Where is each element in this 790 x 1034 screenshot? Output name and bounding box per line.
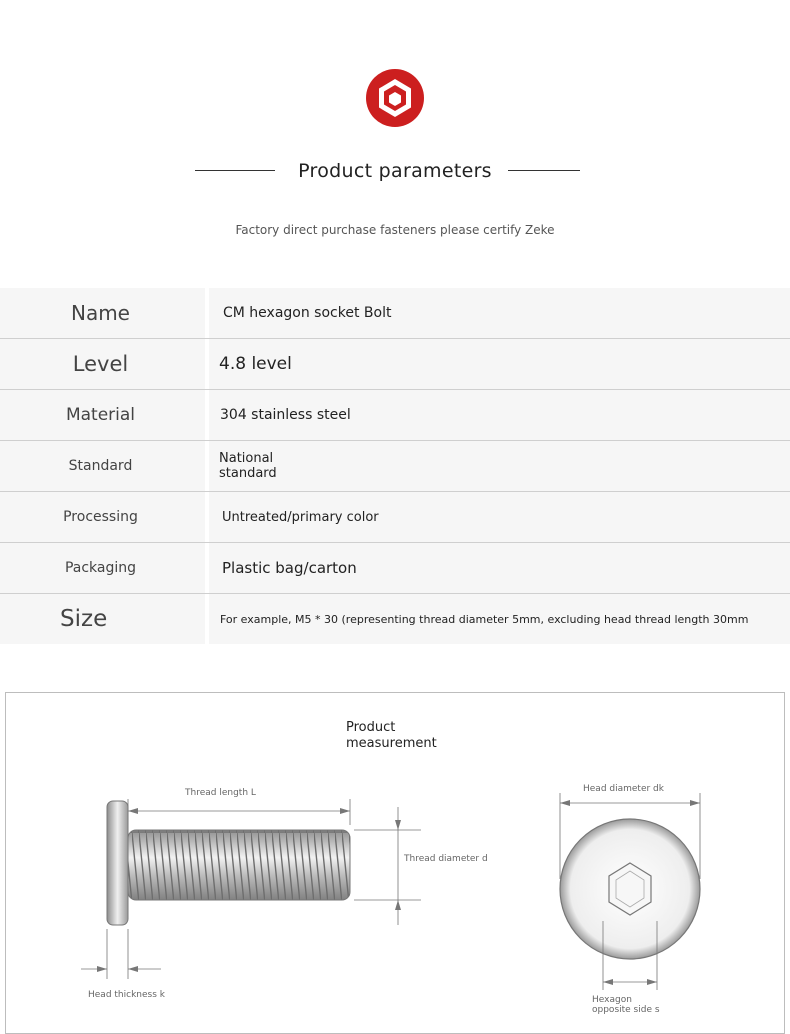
measurement-title: Product measurement bbox=[346, 720, 437, 751]
table-row bbox=[0, 441, 790, 492]
param-label: Size bbox=[0, 594, 201, 644]
param-value: Plastic bag/carton bbox=[205, 543, 790, 593]
head-diameter-label: Head diameter dk bbox=[583, 784, 664, 794]
parameters-table bbox=[0, 288, 790, 644]
page-subtitle: Factory direct purchase fasteners please certify Zeke bbox=[235, 223, 555, 237]
bolt-diagram bbox=[6, 693, 784, 1023]
param-value: 304 stainless steel bbox=[205, 390, 790, 440]
thread-length-label: Thread length L bbox=[185, 788, 256, 798]
section-title bbox=[0, 158, 790, 188]
param-label: Name bbox=[0, 288, 201, 338]
measurement-panel bbox=[5, 692, 785, 1034]
brand-logo-icon bbox=[366, 69, 424, 127]
table-row bbox=[0, 339, 790, 390]
thread-diameter-label: Thread diameter d bbox=[404, 854, 488, 864]
table-row bbox=[0, 492, 790, 543]
table-row bbox=[0, 390, 790, 441]
param-label: Standard bbox=[0, 441, 201, 491]
param-value: Untreated/primary color bbox=[205, 492, 790, 542]
param-value: National standard bbox=[205, 441, 790, 491]
head-thickness-label: Head thickness k bbox=[88, 990, 165, 1000]
bolt-head bbox=[107, 801, 128, 925]
table-row bbox=[0, 288, 790, 339]
param-label: Level bbox=[0, 339, 201, 389]
title-divider-right bbox=[508, 170, 580, 171]
param-label: Packaging bbox=[0, 543, 201, 593]
param-label: Material bbox=[0, 390, 201, 440]
table-row bbox=[0, 594, 790, 644]
param-value: 4.8 level bbox=[205, 339, 790, 389]
hexagon-side-label: Hexagon opposite side s bbox=[592, 995, 660, 1015]
bolt-thread bbox=[128, 830, 350, 900]
page-title: Product parameters bbox=[298, 160, 492, 182]
param-label: Processing bbox=[0, 492, 201, 542]
param-value: CM hexagon socket Bolt bbox=[205, 288, 790, 338]
param-value: For example, M5 * 30 (representing thread diameter 5mm, excluding head thread length 30mm bbox=[205, 594, 790, 644]
table-row bbox=[0, 543, 790, 594]
